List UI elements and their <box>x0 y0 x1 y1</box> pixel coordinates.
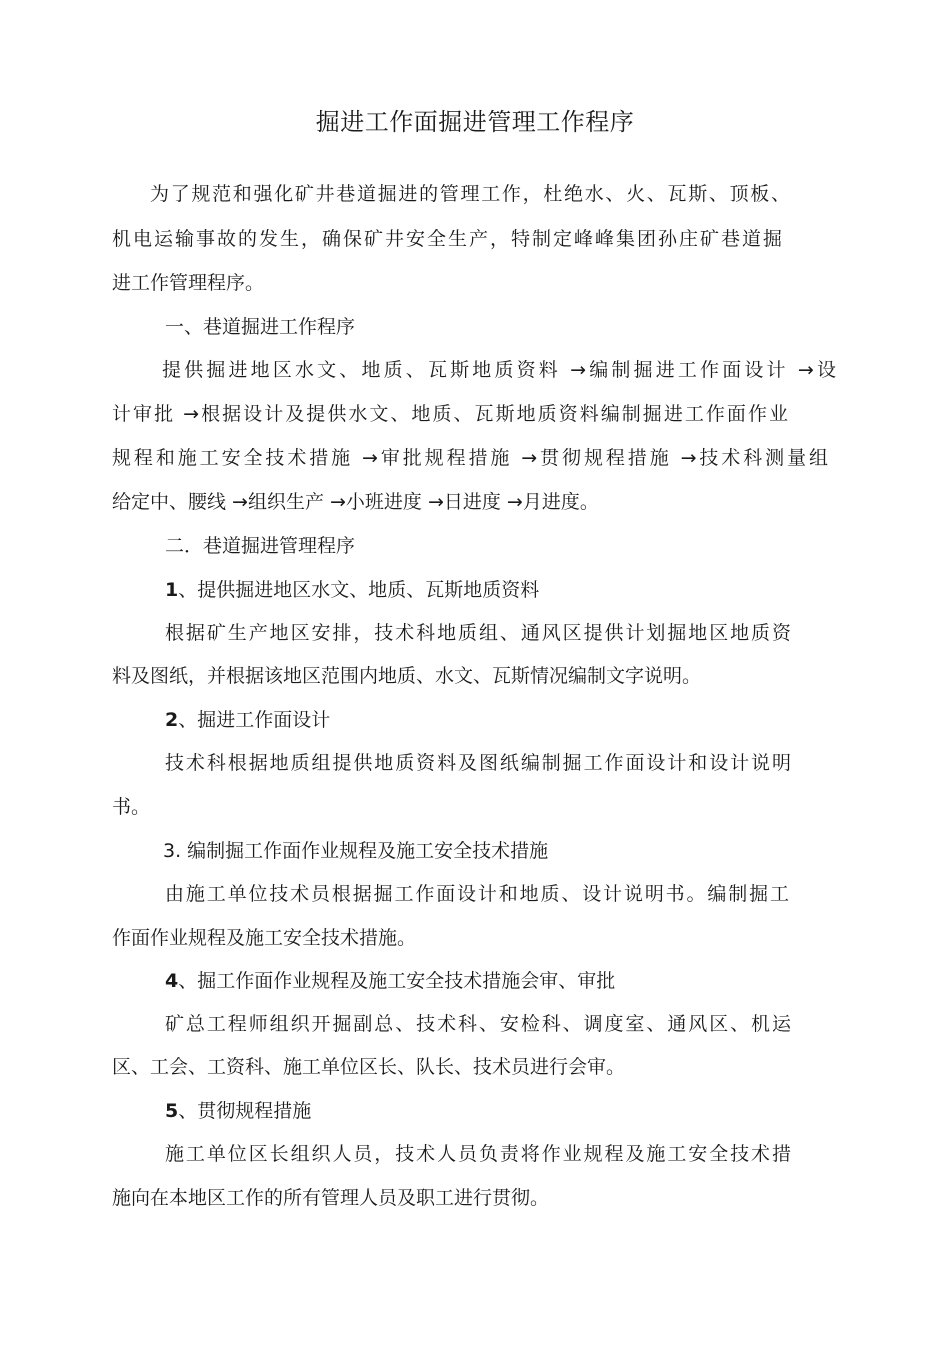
item-5-line-1: 施工单位区长组织人员，技术人员负责将作业规程及施工安全技术措 <box>165 1143 791 1165</box>
item-5-title: 、贯彻规程措施 <box>178 1100 312 1122</box>
item-2-line-2: 书。 <box>112 796 151 818</box>
item-1-title: 、提供掘进地区水文、地质、瓦斯地质资料 <box>178 579 540 601</box>
item-1-line-1: 根据矿生产地区安排，技术科地质组、通风区提供计划掘地区地质资 <box>165 622 791 644</box>
item-4-line-1: 矿总工程师组织开掘副总、技术科、安检科、调度室、通风区、机运 <box>165 1013 791 1035</box>
item-3-line-1: 由施工单位技术员根据掘工作面设计和地质、设计说明书。编制掘工 <box>165 883 789 905</box>
item-1-line-2: 料及图纸，并根据该地区范围内地质、水文、瓦斯情况编制文字说明。 <box>112 665 702 687</box>
section-1-line-1: 提供掘进地区水文、地质、瓦斯地质资料 →编制掘进工作面设计 →设 <box>162 359 836 381</box>
item-4-line-2: 区、工会、工资科、施工单位区长、队长、技术员进行会审。 <box>112 1056 626 1078</box>
item-3-title: 编制掘工作面作业规程及施工安全技术措施 <box>181 840 549 862</box>
document-title: 掘进工作面掘进管理工作程序 <box>315 108 635 136</box>
intro-line-1: 为了规范和强化矿井巷道掘进的管理工作，杜绝水、火、瓦斯、顶板、 <box>150 183 790 205</box>
section-1-line-4: 给定中、腰线 →组织生产 →小班进度 →日进度 →月进度。 <box>112 491 599 513</box>
item-2-number: 2 <box>165 709 179 731</box>
item-4-title: 、掘工作面作业规程及施工安全技术措施会审、审批 <box>178 970 616 992</box>
item-1-heading <box>165 576 539 604</box>
item-4-number: 4 <box>165 970 179 992</box>
section-1-line-3: 规程和施工安全技术措施 →审批规程措施 →贯彻规程措施 →技术科测量组 <box>112 447 828 469</box>
item-5-number: 5 <box>165 1100 179 1122</box>
item-2-line-1: 技术科根据地质组提供地质资料及图纸编制掘工作面设计和设计说明 <box>165 752 791 774</box>
item-5-line-2: 施向在本地区工作的所有管理人员及职工进行贯彻。 <box>112 1187 550 1209</box>
item-2-heading <box>165 706 330 734</box>
section-1-line-2: 计审批 →根据设计及提供水文、地质、瓦斯地质资料编制掘进工作面作业 <box>112 403 788 425</box>
item-1-number: 1 <box>165 579 179 601</box>
intro-line-3: 进工作管理程序。 <box>112 272 265 294</box>
item-5-heading <box>165 1097 311 1125</box>
section-2-heading: 二．巷道掘进管理程序 <box>165 535 356 557</box>
item-4-heading <box>165 967 615 995</box>
item-3-number: 3. <box>163 840 182 862</box>
item-3-line-2: 作面作业规程及施工安全技术措施。 <box>112 927 417 949</box>
item-2-title: 、掘进工作面设计 <box>178 709 331 731</box>
section-1-heading: 一、巷道掘进工作程序 <box>165 316 356 338</box>
item-3-heading <box>163 837 548 865</box>
intro-line-2: 机电运输事故的发生，确保矿井安全生产，特制定峰峰集团孙庄矿巷道掘 <box>112 228 782 250</box>
